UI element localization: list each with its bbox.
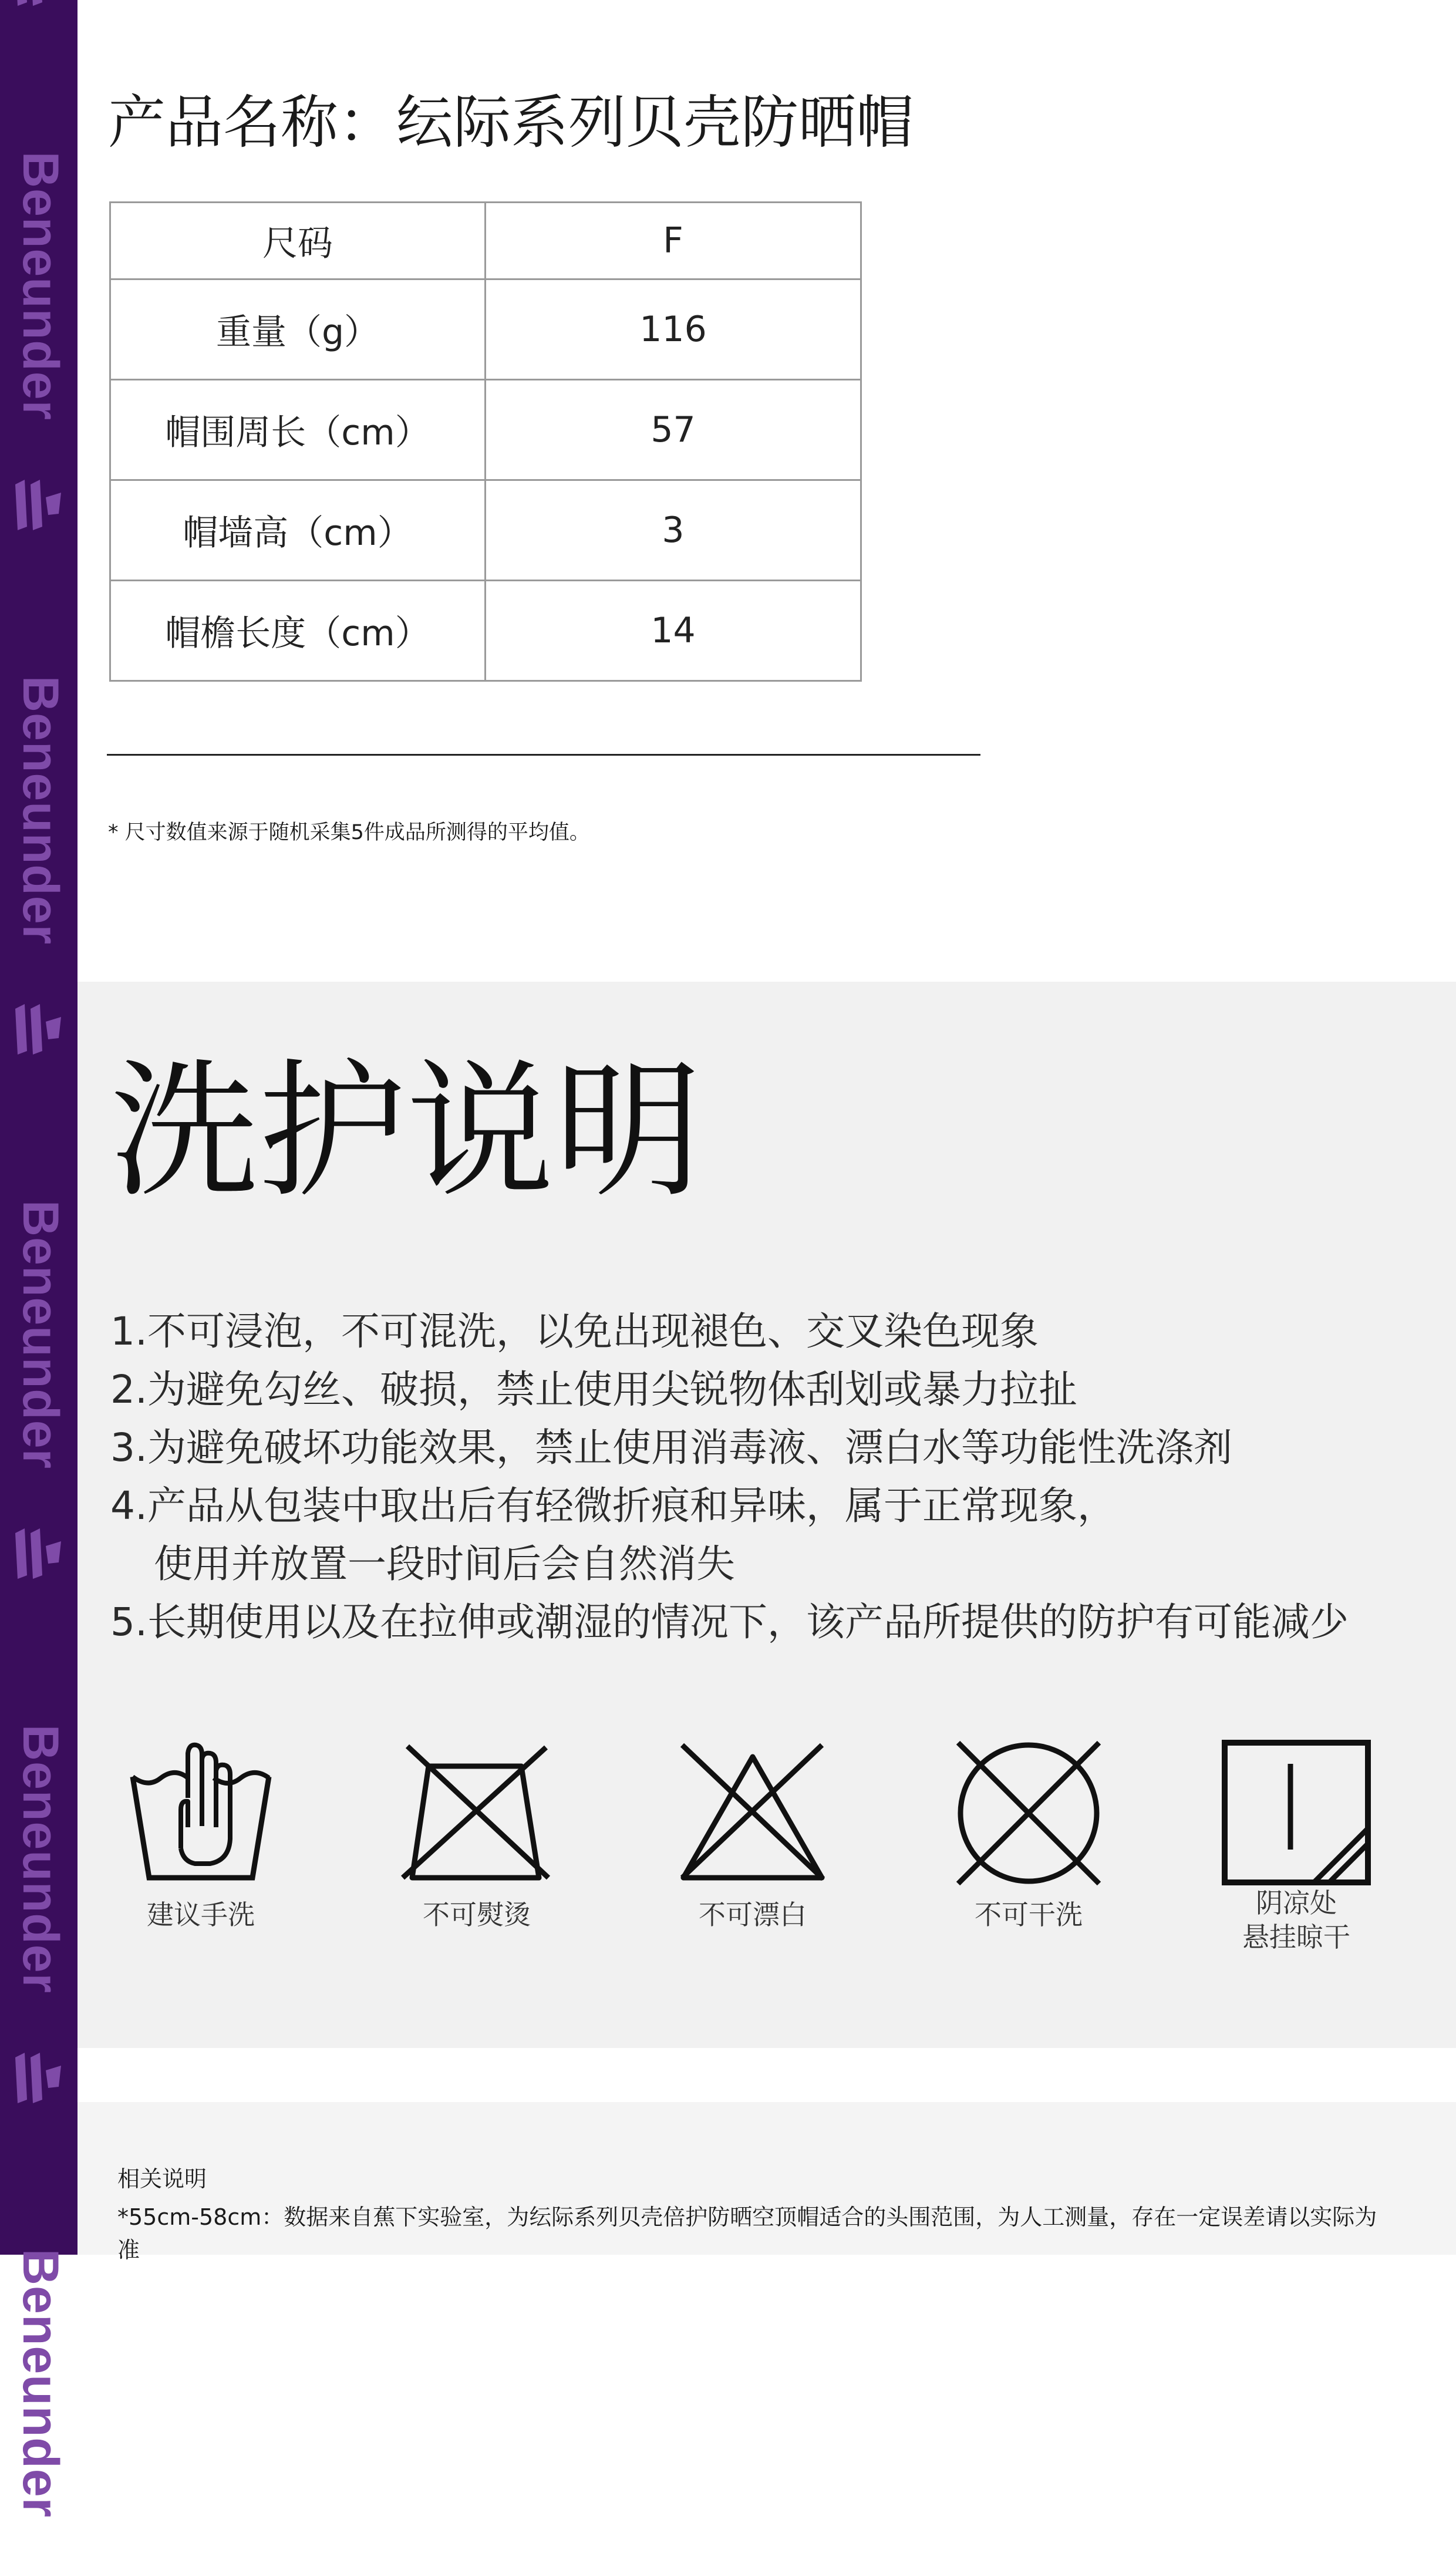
care-symbol [124,1739,277,1931]
table-cell-label: 帽墙高（cm） [110,480,486,581]
brand-unit [0,0,77,473]
brand-wordmark: Beneunder [12,151,69,421]
table-cell-label: 帽围周长（cm） [110,380,486,480]
care-symbol-label: 不可漂白 [699,1899,807,1931]
care-symbol-label: 建议手洗 [147,1899,255,1931]
brand-wordmark: Beneunder [12,675,69,945]
care-instructions-list [110,1302,1349,1651]
divider-line [107,754,980,756]
table-header-row [110,203,861,279]
table-header-cell: 尺码 [110,203,486,279]
table-row [110,380,861,480]
table-cell-value: 3 [486,480,861,581]
list-item: 4.产品从包装中取出后有轻微折痕和异味，属于正常现象， [110,1483,1116,1528]
table-cell-label: 重量（g） [110,279,486,380]
brand-logo-mark [15,1528,62,1581]
brand-logo-mark [15,0,62,8]
table-cell-label: 帽檐长度（cm） [110,581,486,681]
table-cell-value: 14 [486,581,861,681]
brand-logo-mark [15,480,62,533]
care-title: 洗护说明 [110,1046,703,1218]
hand-wash-icon [124,1739,277,1886]
brand-unit [0,1521,77,2046]
line-dry-shade-icon [1220,1739,1373,1886]
brand-wordmark: Beneunder [12,2248,69,2518]
list-item: 2.为避免勾丝、破损，禁止使用尖锐物体刮划或暴力拉扯 [110,1367,1077,1412]
brand-wordmark: Beneunder [12,1724,69,1994]
care-symbols-row [77,1739,1456,1986]
list-item-continuation [110,1535,1349,1593]
brand-unit [0,473,77,997]
care-symbol [400,1739,553,1931]
care-symbol [952,1739,1105,1931]
care-symbol-label: 不可干洗 [975,1899,1083,1931]
list-item: 3.为避免破坏功能效果，禁止使用消毒液、漂白水等功能性洗涤剂 [110,1425,1232,1470]
product-title: 产品名称：纭际系列贝壳防晒帽 [108,89,914,156]
care-symbol-label: 不可熨烫 [423,1899,531,1931]
care-symbol-label-line: 悬挂晾干 [1242,1921,1350,1953]
list-item: 1.不可浸泡，不可混洗，以免出现褪色、交叉染色现象 [110,1309,1039,1354]
table-cell-value: 57 [486,380,861,480]
list-item: 5.长期使用以及在拉伸或潮湿的情况下，该产品所提供的防护有可能减少 [110,1599,1349,1645]
related-notes-section [77,2102,1456,2263]
table-row [110,581,861,681]
brand-sidebar [0,0,77,2518]
brand-unit [0,2046,77,2570]
table-cell-value: 116 [486,279,861,380]
care-symbol-label [1185,1886,1408,1954]
table-row [110,480,861,581]
size-table [109,201,862,682]
related-notes-text: *55cm-58cm：数据来自蕉下实验室，为纭际系列贝壳倍护防晒空顶帽适合的头围范围，为人工测量，存在一定误差请以实际为准 [117,2204,1377,2263]
care-instructions-section [77,982,1456,2048]
table-header-cell: F [486,203,861,279]
measurement-footnote: * 尺寸数值来源于随机采集5件成品所测得的平均值。 [108,821,590,844]
no-bleach-icon [676,1739,829,1886]
table-row [110,279,861,380]
care-symbol [1220,1739,1373,1953]
care-symbol [676,1739,829,1931]
care-symbol-label-line: 阴凉处 [1256,1887,1337,1919]
brand-logo-mark [15,2053,62,2106]
brand-unit [0,997,77,1521]
related-notes-title: 相关说明 [117,2166,207,2192]
no-iron-icon [400,1739,553,1886]
brand-wordmark: Beneunder [12,1200,69,1470]
brand-logo-mark [15,1004,62,1057]
no-dry-clean-icon [952,1739,1105,1886]
list-item-continuation-text: 使用并放置一段时间后会自然消失 [154,1541,735,1587]
